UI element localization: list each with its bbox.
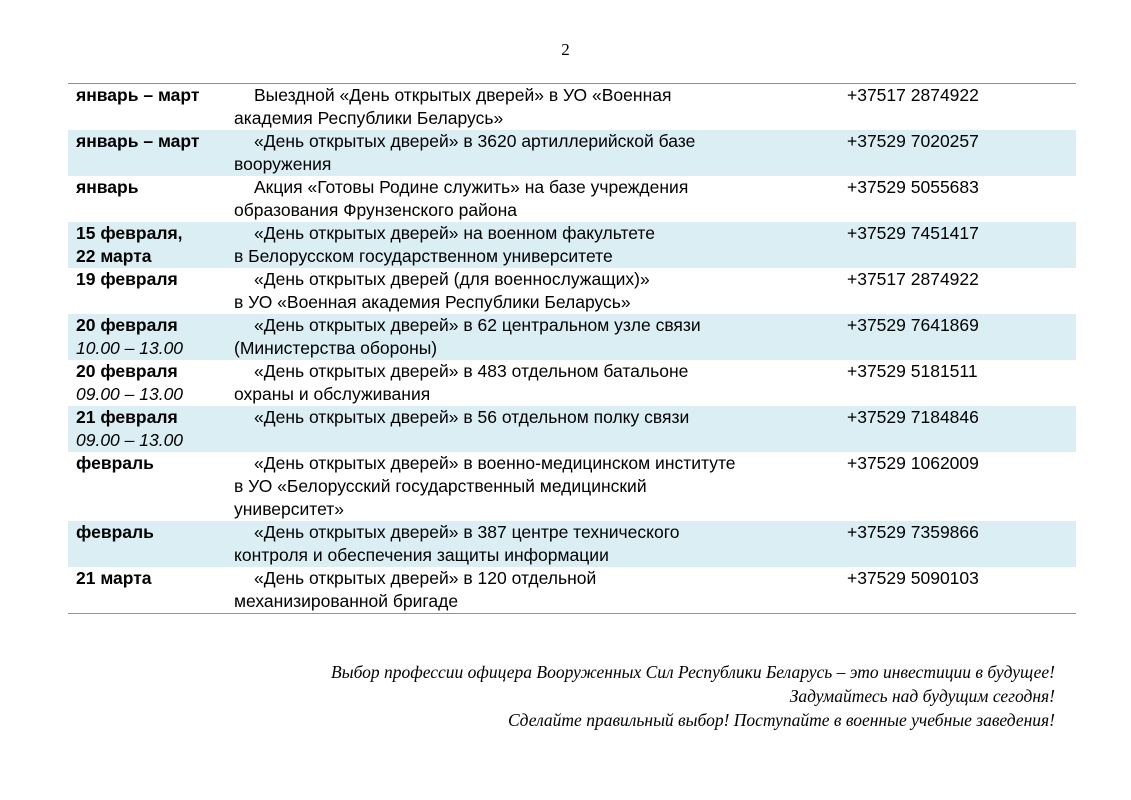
event-time: 09.00 – 13.00 <box>76 430 184 450</box>
event-date: февраль <box>76 453 154 473</box>
event-date: январь – март <box>76 131 200 151</box>
event-date: 21 марта <box>76 568 152 588</box>
contact-phone: +37529 7020257 <box>847 131 979 151</box>
event-description-line: в УО «Белорусский государственный медицинский <box>234 476 647 496</box>
event-date: 20 февраля <box>76 315 178 335</box>
contact-phone: +37517 2874922 <box>847 85 979 105</box>
event-date: 21 февраля <box>76 407 178 427</box>
event-description-line: «День открытых дверей» в военно-медицинском институте <box>254 453 736 473</box>
event-description-cell <box>234 521 847 567</box>
event-description-line: в УО «Военная академия Республики Беларусь» <box>234 292 631 312</box>
table-row <box>68 360 1076 406</box>
event-date: 15 февраля, <box>76 223 183 243</box>
contact-phone: +37517 2874922 <box>847 269 979 289</box>
event-time: 10.00 – 13.00 <box>76 338 184 358</box>
event-description-line: «День открытых дверей» в 62 центральном узле связи <box>254 315 701 335</box>
footer-slogan <box>331 660 1055 732</box>
event-date: 22 марта <box>76 246 152 266</box>
contact-phone: +37529 7359866 <box>847 522 979 542</box>
event-date-cell <box>68 521 234 567</box>
event-date: 20 февраля <box>76 361 178 381</box>
event-date-cell <box>68 314 234 360</box>
event-date-cell <box>68 406 234 452</box>
table-row <box>68 567 1076 613</box>
table-row <box>68 268 1076 314</box>
event-description-line: «День открытых дверей» в 120 отдельной <box>254 568 597 588</box>
table-row <box>68 314 1076 360</box>
event-date-cell <box>68 176 234 222</box>
contact-phone: +37529 1062009 <box>847 453 979 473</box>
event-description-cell <box>234 314 847 360</box>
event-date: январь – март <box>76 85 200 105</box>
contact-phone: +37529 5090103 <box>847 568 979 588</box>
table-row <box>68 222 1076 268</box>
event-description-line: охраны и обслуживания <box>234 384 431 404</box>
event-description-line: Акция «Готовы Родине служить» на базе учреждения <box>254 177 689 197</box>
contact-phone: +37529 5181511 <box>847 361 978 381</box>
events-schedule-table <box>68 83 1076 614</box>
event-description-line: «День открытых дверей (для военнослужащих)» <box>254 269 650 289</box>
table-row <box>68 521 1076 567</box>
event-description-line: Выездной «День открытых дверей» в УО «Военная <box>254 85 672 105</box>
contact-phone: +37529 7451417 <box>847 223 979 243</box>
event-date-cell <box>68 567 234 613</box>
footer-line: Задумайтесь над будущим сегодня! <box>789 686 1055 706</box>
event-date-cell <box>68 222 234 268</box>
page-number: 2 <box>561 40 570 59</box>
event-description-line: «День открытых дверей» в 3620 артиллерийской базе <box>254 131 696 151</box>
event-date-cell <box>68 452 234 521</box>
event-description-cell <box>234 268 847 314</box>
event-description-cell <box>234 130 847 176</box>
event-description-line: «День открытых дверей» в 483 отдельном батальоне <box>254 361 689 381</box>
event-description-cell <box>234 567 847 613</box>
event-date: январь <box>76 177 139 197</box>
contact-phone: +37529 5055683 <box>847 177 979 197</box>
event-description-line: контроля и обеспечения защиты информации <box>234 545 609 565</box>
table-row <box>68 406 1076 452</box>
event-date-cell <box>68 268 234 314</box>
event-description-cell <box>234 222 847 268</box>
contact-phone: +37529 7641869 <box>847 315 979 335</box>
event-description-line: университет» <box>234 499 344 519</box>
event-time: 09.00 – 13.00 <box>76 384 184 404</box>
table-row <box>68 176 1076 222</box>
event-description-line: образования Фрунзенского района <box>234 200 517 220</box>
event-description-cell <box>234 360 847 406</box>
event-date-cell <box>68 360 234 406</box>
event-description-cell <box>234 176 847 222</box>
event-description-line: в Белорусском государственном университете <box>234 246 613 266</box>
footer-line: Выбор профессии офицера Вооруженных Сил Республики Беларусь – это инвестиции в будущее! <box>331 662 1055 682</box>
event-description-line: (Министерства обороны) <box>234 338 438 358</box>
event-description-cell <box>234 84 847 130</box>
event-date-cell <box>68 84 234 130</box>
table-row <box>68 130 1076 176</box>
event-description-line: «День открытых дверей» на военном факультете <box>254 223 655 243</box>
contact-phone: +37529 7184846 <box>847 407 979 427</box>
event-description-line: механизированной бригаде <box>234 591 459 611</box>
event-date: 19 февраля <box>76 269 178 289</box>
event-description-line: «День открытых дверей» в 387 центре технического <box>254 522 680 542</box>
event-description-line: «День открытых дверей» в 56 отдельном полку связи <box>254 407 690 427</box>
event-date-cell <box>68 130 234 176</box>
event-date: февраль <box>76 522 154 542</box>
table-row <box>68 84 1076 130</box>
event-description-line: вооружения <box>234 154 332 174</box>
table-row <box>68 452 1076 521</box>
footer-line: Сделайте правильный выбор! Поступайте в военные учебные заведения! <box>508 710 1055 730</box>
event-description-line: академия Республики Беларусь» <box>234 108 504 128</box>
event-description-cell <box>234 406 847 452</box>
event-description-cell <box>234 452 847 521</box>
